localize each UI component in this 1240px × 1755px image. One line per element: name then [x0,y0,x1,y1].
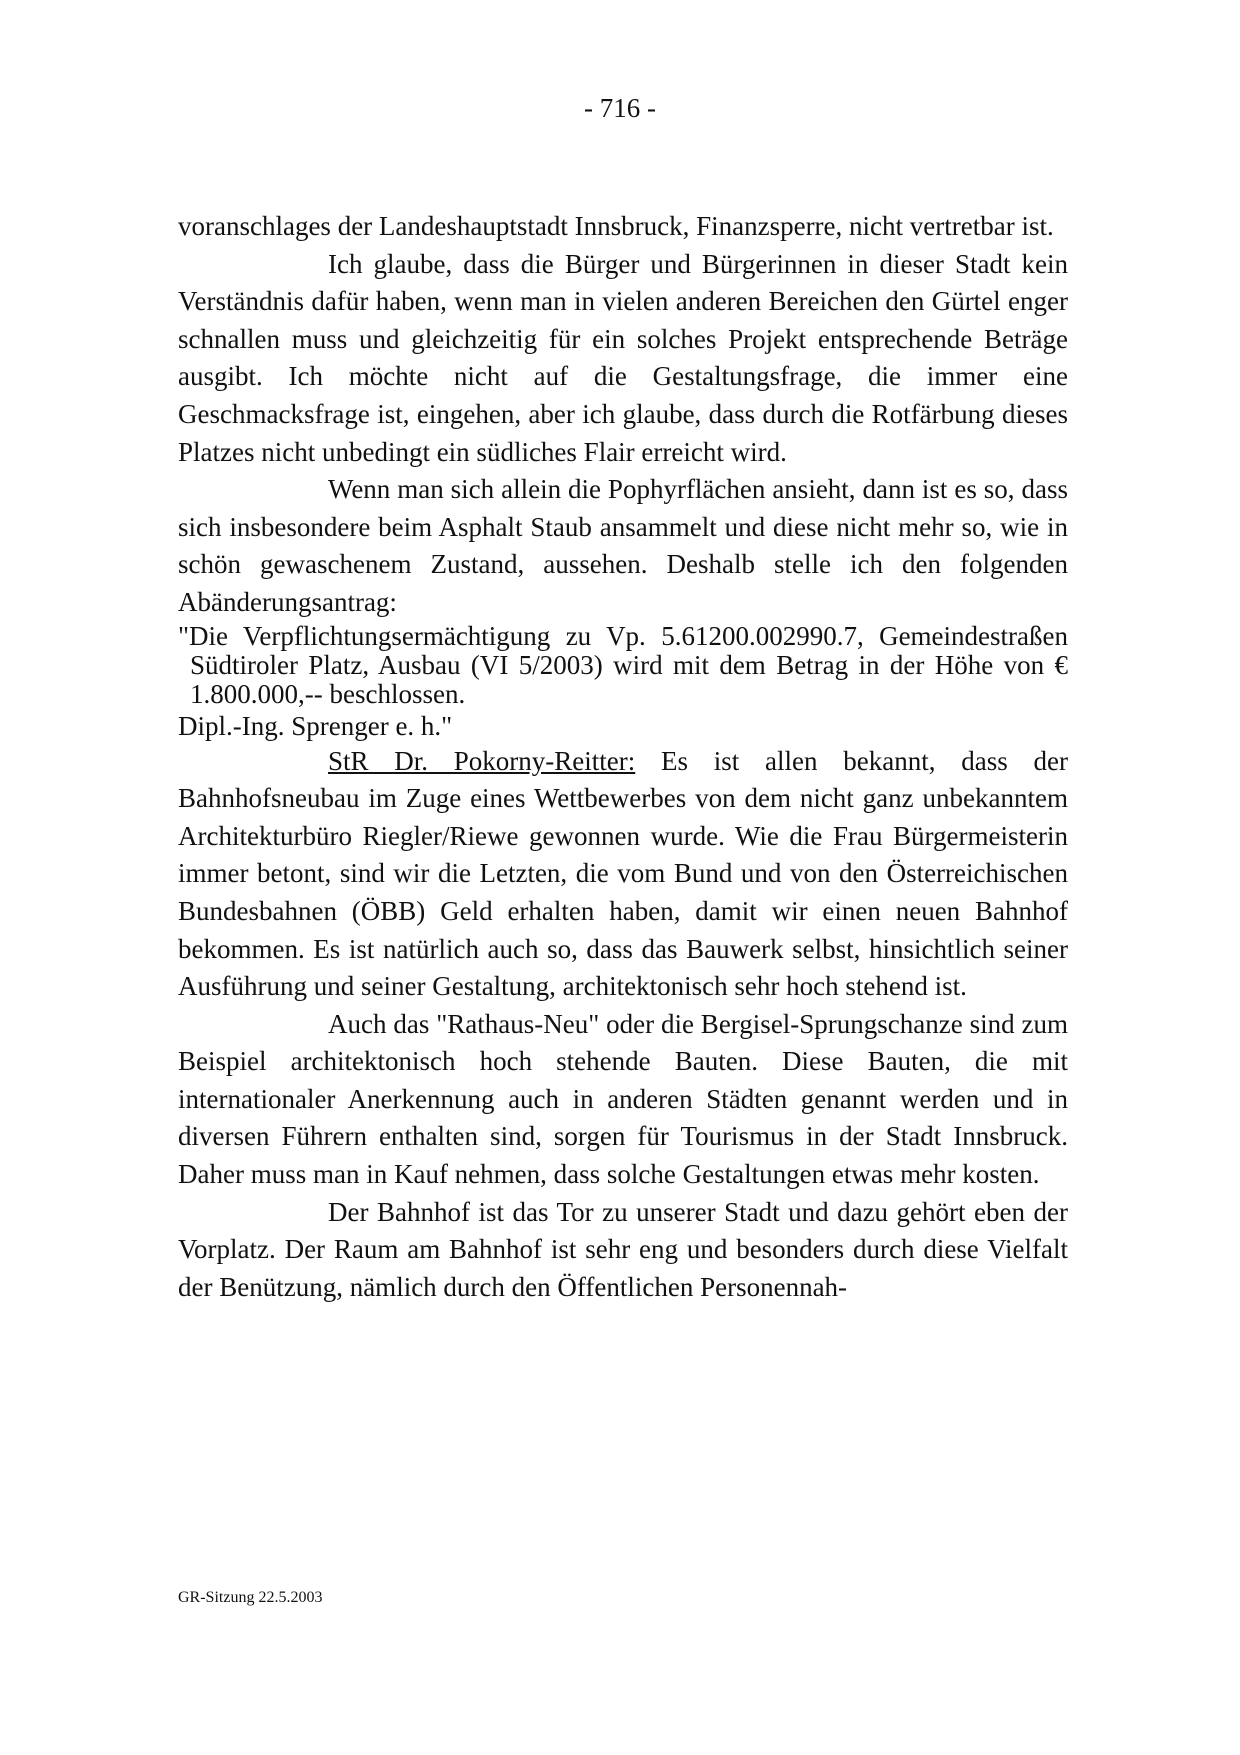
page-number: - 716 - [584,93,656,123]
amendment-motion-quote: "Die Verpflichtungsermächtigung zu Vp. 5.61200.002990.7, Gemeindestraßen Südtiroler Platz, Ausbau (VI 5/2003) wird mit dem Betrag in der Höhe von € 1.800.000,-- beschlossen. [178,620,1068,709]
paragraph: Wenn man sich allein die Pophyrflächen ansieht, dann ist es so, dass sich insbesondere beim Asphalt Staub ansammelt und diese nicht mehr so, wie in schön gewaschenem Zustand, aussehen. Deshalb stelle ich den folgenden Abänderungsantrag: [178,474,1068,617]
speech-text: Es ist allen bekannt, dass der Bahnhofsneubau im Zuge eines Wettbewerbes von dem nicht ganz unbekanntem Architekturbüro Riegler/Riewe gewonnen wurde. Wie die Frau Bürgermeisterin immer betont, sind wir die Letzten, die vom Bund und von den Österreichischen Bundesbahnen (ÖBB) Geld erhalten haben, damit wir einen neuen Bahnhof bekommen. Es ist natürlich auch so, dass das Bauwerk selbst, hinsichtlich seiner Ausführung und seiner Gestaltung, architektonisch sehr hoch stehend ist. [178,745,1068,1002]
paragraph: Auch das "Rathaus-Neu" oder die Bergisel-Sprungschanze sind zum Beispiel architektonisch hoch stehende Bauten. Diese Bauten, die mit internationaler Anerkennung auch in anderen Städten genannt werden und in diversen Führern enthalten sind, sorgen für Tourismus in der Stadt Innsbruck. Daher muss man in Kauf nehmen, dass solche Gestaltungen etwas mehr kosten. [178,1008,1068,1190]
amendment-signature: Dipl.-Ing. Sprenger e. h." [178,710,453,741]
page-footer: GR-Sitzung 22.5.2003 [178,1589,323,1606]
paragraph: Der Bahnhof ist das Tor zu unserer Stadt und dazu gehört eben der Vorplatz. Der Raum am Bahnhof ist sehr eng und besonders durch diese Vielfalt der Benützung, nämlich durch den Öffentlichen Personennah- [178,1196,1068,1302]
document-body [178,208,1068,1306]
speech-paragraph [178,743,1068,1006]
paragraph: Ich glaube, dass die Bürger und Bürgerinnen in dieser Stadt kein Verständnis dafür haben, wenn man in vielen anderen Bereichen den Gürtel enger schnallen muss und gleichzeitig für ein solches Projekt entsprechende Beträge ausgibt. Ich möchte nicht auf die Gestaltungsfrage, die immer eine Geschmacksfrage ist, eingehen, aber ich glaube, dass durch die Rotfärbung dieses Platzes nicht unbedingt ein südliches Flair erreicht wird. [178,248,1068,467]
speaker-name: StR Dr. Pokorny-Reitter: [328,745,636,776]
paragraph-continuation: voranschlages der Landeshauptstadt Innsbruck, Finanzsperre, nicht vertretbar ist. [178,211,1054,241]
